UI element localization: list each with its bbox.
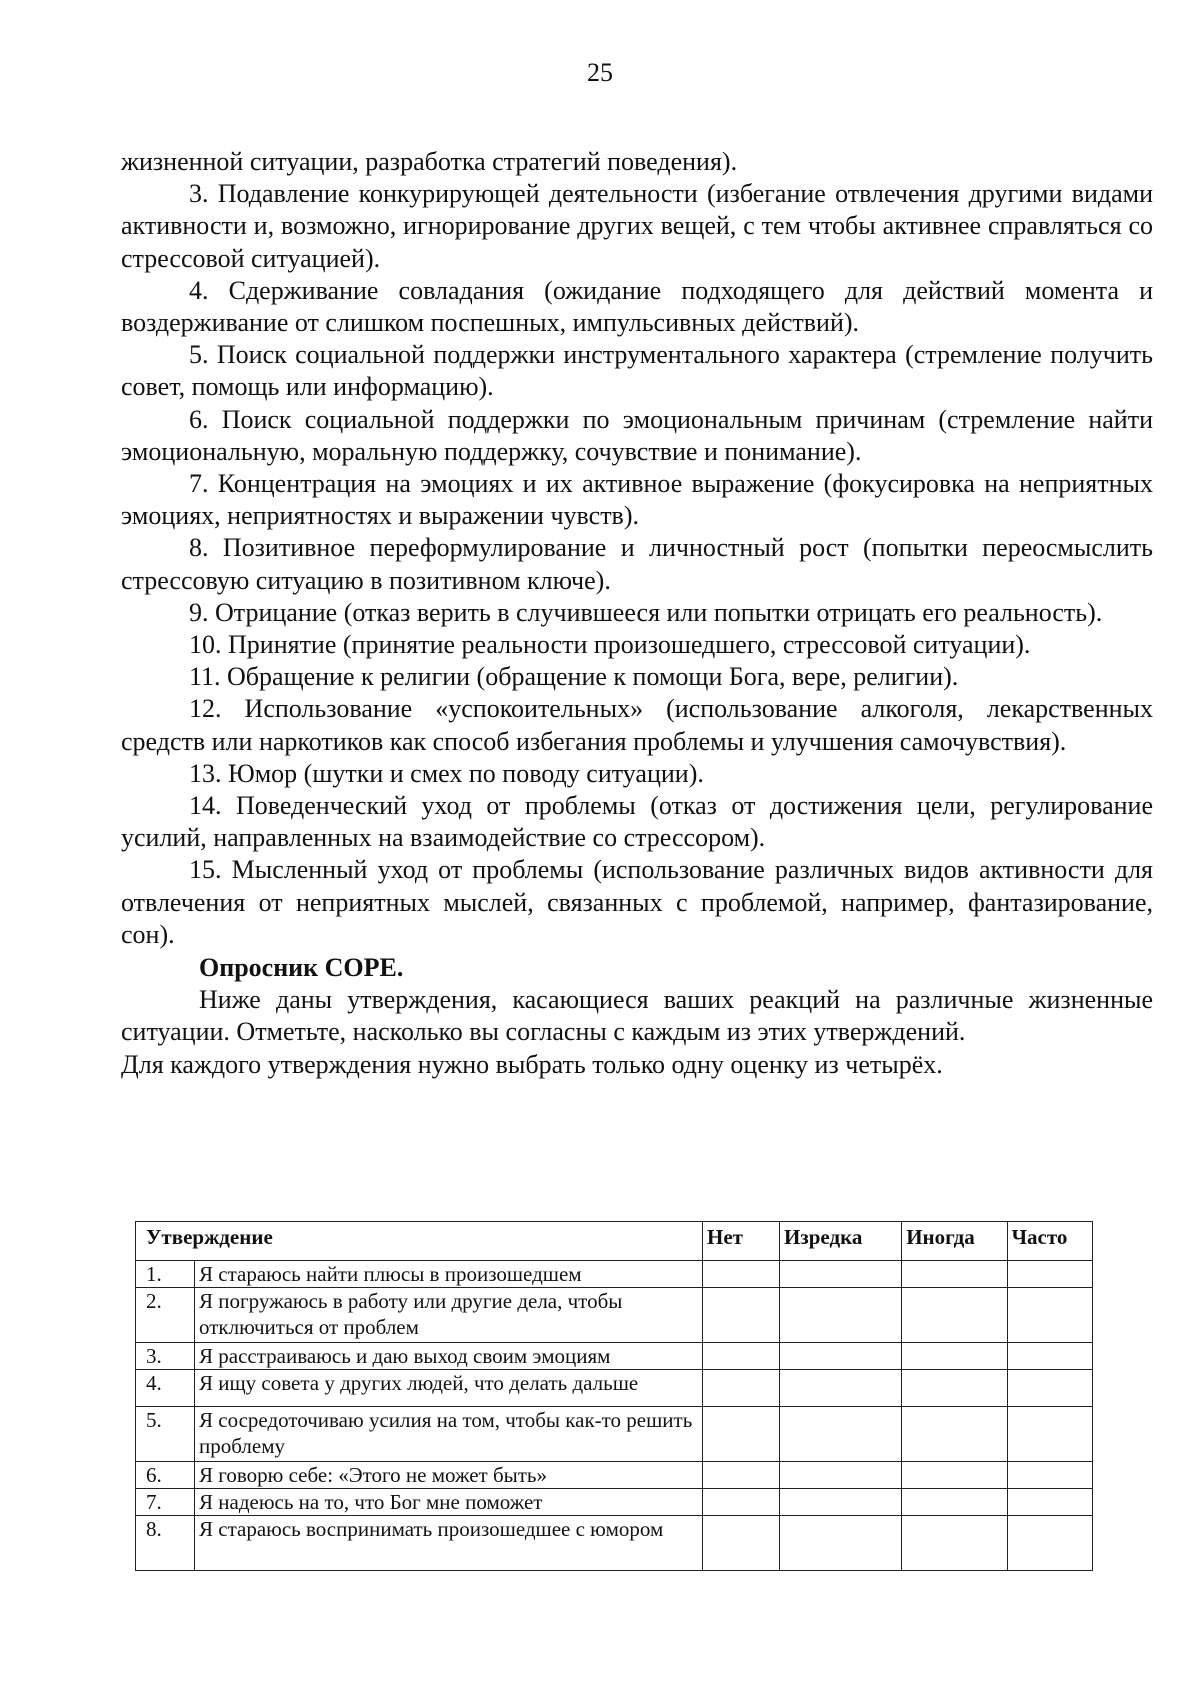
header-rarely: Изредка [779, 1222, 901, 1261]
row-number: 3. [136, 1343, 195, 1370]
paragraph: 9. Отрицание (отказ верить в случившееся или попытки отрицать его реальность). [189, 597, 1103, 627]
statement-text: Я расстраиваюсь и даю выход своим эмоциям [195, 1343, 703, 1370]
table-row [136, 1261, 1093, 1288]
paragraph: 15. Мысленный уход от проблемы (использование различных видов активности для отвлечения от неприятных мыслей, связанных с проблемой, например, фантазирование, сон). [121, 855, 1153, 949]
table-header-row [136, 1222, 1093, 1261]
answer-sometimes-cell[interactable] [902, 1288, 1007, 1343]
answer-rarely-cell[interactable] [779, 1261, 901, 1288]
paragraph: 8. Позитивное переформулирование и личностный рост (попытки переосмыслить стрессовую ситуацию в позитивном ключе). [121, 533, 1153, 595]
answer-often-cell[interactable] [1007, 1343, 1092, 1370]
answer-rarely-cell[interactable] [779, 1343, 901, 1370]
answer-often-cell[interactable] [1007, 1288, 1092, 1343]
row-number: 1. [136, 1261, 195, 1288]
table-row [136, 1370, 1093, 1407]
paragraph: 10. Принятие (принятие реальности произошедшего, стрессовой ситуации). [189, 630, 1031, 660]
header-sometimes: Иногда [902, 1222, 1007, 1261]
section-heading: Опросник COPE. [199, 953, 404, 983]
answer-no-cell[interactable] [703, 1370, 780, 1407]
paragraph: 7. Концентрация на эмоциях и их активное выражение (фокусировка на неприятных эмоциях, неприятностях и выражении чувств). [121, 469, 1153, 531]
answer-no-cell[interactable] [703, 1261, 780, 1288]
table-row [136, 1407, 1093, 1462]
answer-often-cell[interactable] [1007, 1370, 1092, 1407]
header-often: Часто [1007, 1222, 1092, 1261]
answer-often-cell[interactable] [1007, 1407, 1092, 1462]
page-number: 25 [587, 58, 613, 87]
table-row [136, 1489, 1093, 1516]
answer-no-cell[interactable] [703, 1288, 780, 1343]
table-row [136, 1462, 1093, 1489]
cope-questionnaire-table [135, 1221, 1093, 1571]
paragraph: 5. Поиск социальной поддержки инструментального характера (стремление получить совет, помощь или информацию). [121, 340, 1153, 402]
document-body [121, 146, 1153, 1081]
statement-text: Я надеюсь на то, что Бог мне поможет [195, 1489, 703, 1516]
header-statement: Утверждение [136, 1222, 703, 1261]
header-no: Нет [703, 1222, 780, 1261]
row-number: 5. [136, 1407, 195, 1462]
table-row [136, 1343, 1093, 1370]
answer-rarely-cell[interactable] [779, 1288, 901, 1343]
row-number: 7. [136, 1489, 195, 1516]
answer-rarely-cell[interactable] [779, 1370, 901, 1407]
paragraph: 11. Обращение к религии (обращение к помощи Бога, вере, религии). [189, 662, 959, 692]
paragraph: 12. Использование «успокоительных» (использование алкоголя, лекарственных средств или наркотиков как способ избегания проблемы и улучшения самочувствия). [121, 694, 1153, 756]
answer-no-cell[interactable] [703, 1516, 780, 1571]
paragraph: Ниже даны утверждения, касающиеся ваших реакций на различные жизненные ситуации. Отметьте, насколько вы согласны с каждым из этих утверждений. [121, 985, 1153, 1047]
answer-sometimes-cell[interactable] [902, 1516, 1007, 1571]
answer-rarely-cell[interactable] [779, 1516, 901, 1571]
row-number: 2. [136, 1288, 195, 1343]
paragraph: 3. Подавление конкурирующей деятельности (избегание отвлечения другими видами активности и, возможно, игнорирование других вещей, с тем чтобы активнее справляться со стрессовой ситуацией). [121, 179, 1153, 273]
answer-sometimes-cell[interactable] [902, 1462, 1007, 1489]
table-row [136, 1288, 1093, 1343]
statement-text: Я погружаюсь в работу или другие дела, чтобы отключиться от проблем [195, 1288, 703, 1343]
statement-text: Я ищу совета у других людей, что делать дальше [195, 1370, 703, 1407]
row-number: 8. [136, 1516, 195, 1571]
paragraph: 14. Поведенческий уход от проблемы (отказ от достижения цели, регулирование усилий, направленных на взаимодействие со стрессором). [121, 791, 1153, 853]
answer-no-cell[interactable] [703, 1489, 780, 1516]
answer-sometimes-cell[interactable] [902, 1370, 1007, 1407]
table-row [136, 1516, 1093, 1571]
answer-often-cell[interactable] [1007, 1462, 1092, 1489]
paragraph: Для каждого утверждения нужно выбрать только одну оценку из четырёх. [121, 1049, 943, 1079]
statement-text: Я стараюсь найти плюсы в произошедшем [195, 1261, 703, 1288]
paragraph: 13. Юмор (шутки и смех по поводу ситуации). [189, 758, 704, 788]
paragraph: 6. Поиск социальной поддержки по эмоциональным причинам (стремление найти эмоциональную, моральную поддержку, сочувствие и понимание). [121, 404, 1153, 466]
answer-often-cell[interactable] [1007, 1489, 1092, 1516]
answer-rarely-cell[interactable] [779, 1462, 901, 1489]
statement-text: Я сосредоточиваю усилия на том, чтобы как-то решить проблему [195, 1407, 703, 1462]
answer-sometimes-cell[interactable] [902, 1407, 1007, 1462]
answer-sometimes-cell[interactable] [902, 1489, 1007, 1516]
paragraph: 4. Сдерживание совладания (ожидание подходящего для действий момента и воздерживание от слишком поспешных, импульсивных действий). [121, 275, 1153, 338]
answer-rarely-cell[interactable] [779, 1489, 901, 1516]
answer-often-cell[interactable] [1007, 1516, 1092, 1571]
answer-sometimes-cell[interactable] [902, 1261, 1007, 1288]
row-number: 4. [136, 1370, 195, 1407]
answer-no-cell[interactable] [703, 1462, 780, 1489]
row-number: 6. [136, 1462, 195, 1489]
answer-sometimes-cell[interactable] [902, 1343, 1007, 1370]
answer-no-cell[interactable] [703, 1343, 780, 1370]
answer-rarely-cell[interactable] [779, 1407, 901, 1462]
answer-often-cell[interactable] [1007, 1261, 1092, 1288]
statement-text: Я стараюсь воспринимать произошедшее с юмором [195, 1516, 703, 1571]
answer-no-cell[interactable] [703, 1407, 780, 1462]
paragraph: жизненной ситуации, разработка стратегий поведения). [121, 147, 738, 176]
statement-text: Я говорю себе: «Этого не может быть» [195, 1462, 703, 1489]
